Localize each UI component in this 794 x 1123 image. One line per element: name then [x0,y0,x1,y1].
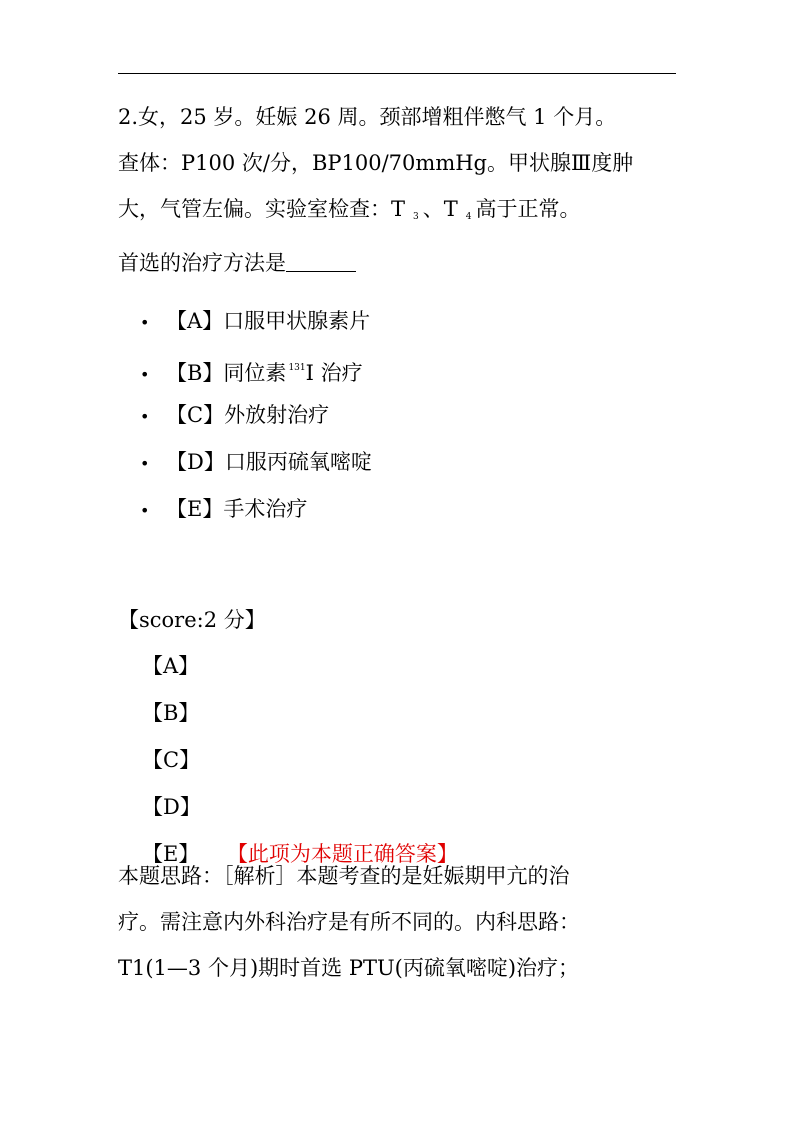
answer-list [142,643,458,878]
option-b-label-end: I 治疗 [305,361,363,385]
bullet-icon: • [140,407,150,426]
bullet-icon: • [140,365,150,384]
question-line-3-separator: 、T [422,197,458,221]
option-e[interactable] [140,486,372,533]
bullet-icon: • [140,313,150,332]
answer-b [142,690,458,737]
analysis-line-3: T1(1—3 个月)期时首选 PTU(丙硫氧嘧啶)治疗； [118,956,580,980]
answer-d [142,784,458,831]
question-prompt: 首选的治疗方法是 [118,251,286,275]
bullet-icon: • [140,501,150,520]
option-d-label: 【D】口服丙硫氧嘧啶 [166,450,372,474]
answer-c-label: 【C】 [142,748,201,772]
question-text [118,94,678,286]
score-label: 【score:2 分】 [118,608,266,632]
option-b-label: 【B】同位素 [166,361,287,385]
answer-a [142,643,458,690]
question-line-1: 2.女，25 岁。妊娠 26 周。颈部增粗伴憋气 1 个月。 [118,105,617,129]
header-rule [118,73,676,74]
question-line-3-start: 大，气管左偏。实验室检查：T [118,197,406,221]
option-c[interactable] [140,392,372,439]
answer-a-label: 【A】 [142,654,200,678]
analysis-line-2: 疗。需注意内外科治疗是有所不同的。内科思路： [118,910,580,934]
t4-subscript: 4 [465,212,472,222]
question-line-2: 查体：P100 次/分，BP100/70mmHg。甲状腺Ⅲ度肿 [118,151,634,175]
option-a-label: 【A】口服甲状腺素片 [166,309,371,333]
correct-answer-note: 【此项为本题正确答案】 [237,842,458,866]
option-a[interactable] [140,298,372,345]
question-line-3 [118,186,678,240]
option-d[interactable] [140,439,372,486]
analysis-text [118,853,678,991]
option-list [140,298,372,533]
option-b[interactable] [140,345,372,392]
bullet-icon: • [140,454,150,473]
option-c-label: 【C】外放射治疗 [166,403,330,427]
answer-d-label: 【D】 [142,795,201,819]
answer-c [142,737,458,784]
analysis-line-1: 本题思路：［解析］本题考查的是妊娠期甲亢的治 [118,864,570,888]
isotope-superscript: 131 [288,363,306,373]
answer-blank [286,241,356,272]
t3-subscript: 3 [413,212,419,222]
answer-b-label: 【B】 [142,701,200,725]
answer-e-label: 【E】 [142,842,200,866]
question-line-4 [118,240,678,286]
question-line-3-end: 高于正常。 [475,197,581,221]
option-e-label: 【E】手术治疗 [166,497,308,521]
